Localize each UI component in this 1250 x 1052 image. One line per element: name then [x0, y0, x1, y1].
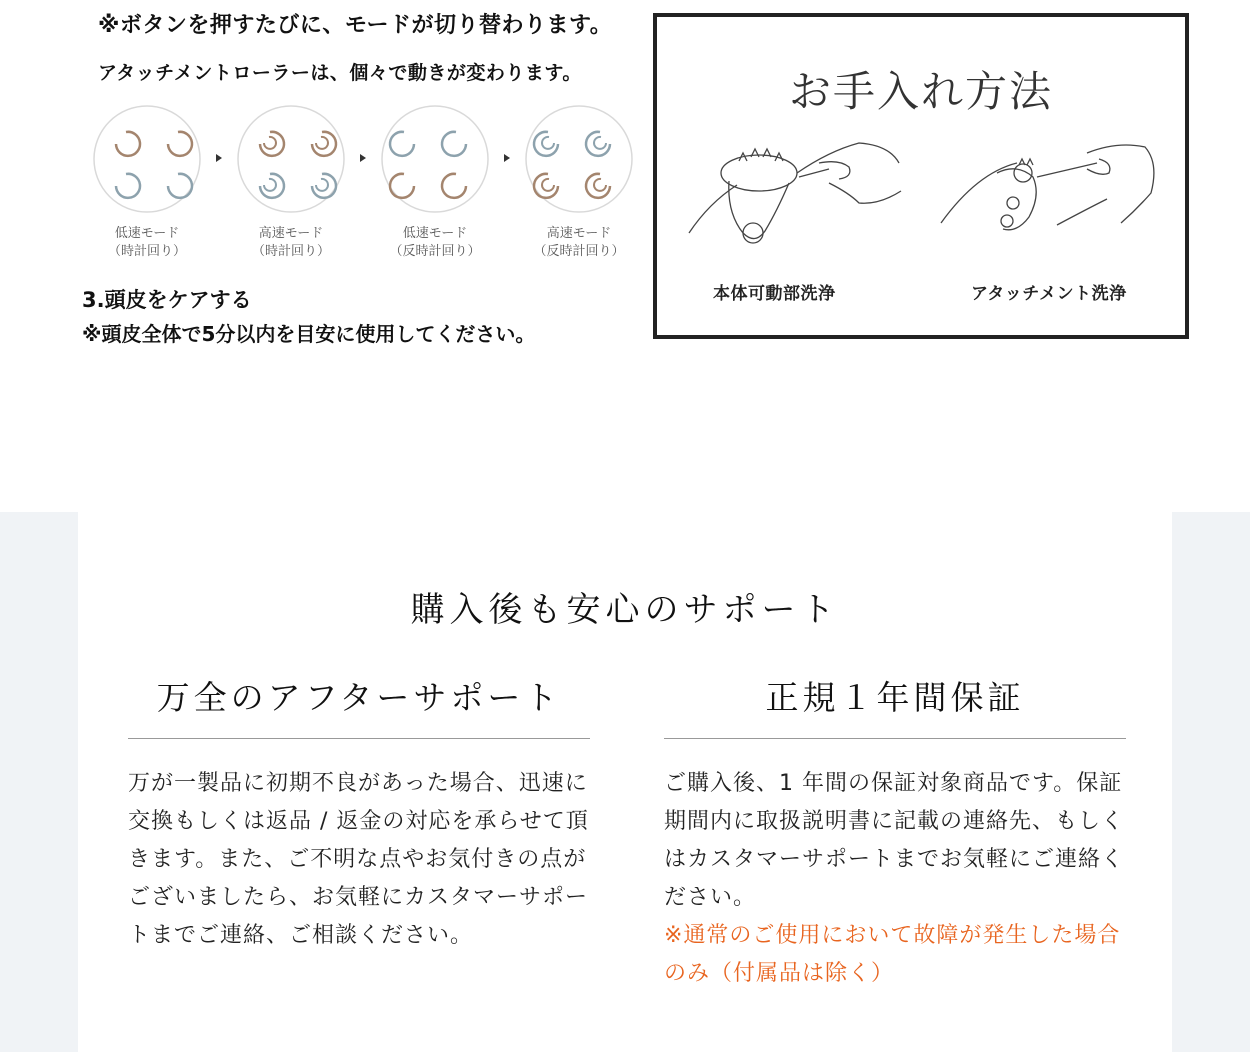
mode-label: 高速モード [546, 226, 612, 241]
care-title: お手入れ方法 [788, 67, 1053, 116]
roller-disc-icon [236, 104, 346, 214]
warranty-heading: 正規１年間保証 [765, 678, 1025, 717]
after-support-heading: 万全のアフターサポート [156, 678, 562, 717]
support-section [78, 512, 1172, 1052]
warranty-note: ※通常のご使用において故障が発生した場合のみ（付属品は除く） [664, 923, 1121, 986]
care-instructions-box [653, 13, 1189, 339]
care-label-body: 本体可動部洗浄 [713, 284, 836, 304]
step-3-note: ※頭皮全体で5分以内を目安に使用してください。 [82, 322, 536, 346]
attachment-cleaning-illustration-icon [937, 133, 1163, 263]
heading-divider [664, 738, 1126, 739]
step-3-heading: 3.頭皮をケアする [82, 288, 252, 312]
body-cleaning-illustration-icon [679, 133, 909, 263]
arrow-right-icon [502, 152, 512, 164]
mode-label: 低速モード [402, 226, 468, 241]
mode-sublabel: （時計回り） [107, 244, 186, 259]
mode-switch-note: ※ボタンを押すたびに、モードが切り替わります。 [98, 13, 613, 38]
mode-sublabel: （反時計回り） [389, 244, 481, 259]
support-title: 購入後も安心のサポート [410, 590, 840, 630]
mode-sublabel: （時計回り） [251, 244, 330, 259]
warranty-column [664, 672, 1126, 993]
usage-section [0, 0, 1250, 512]
care-label-attachment: アタッチメント洗浄 [971, 284, 1127, 304]
warranty-body: ご購入後、1 年間の保証対象商品です。保証期間内に取扱説明書に記載の連絡先、もしくはカスタマーサポートまでお気軽にご連絡ください。 [664, 771, 1125, 910]
heading-divider [128, 738, 590, 739]
mode-label: 高速モード [258, 226, 324, 241]
mode-label: 低速モード [114, 226, 180, 241]
after-support-body: 万が一製品に初期不良があった場合、迅速に交換もしくは返品 / 返金の対応を承らせて頂きます。また、ご不明な点やお気付きの点がございましたら、お気軽にカスタマーサポートまでご連絡、ご相談ください。 [128, 771, 589, 948]
arrow-right-icon [358, 152, 368, 164]
roller-disc-icon [380, 104, 490, 214]
roller-note: アタッチメントローラーは、個々で動きが変わります。 [98, 62, 582, 84]
roller-disc-icon [92, 104, 202, 214]
after-support-column [128, 672, 590, 955]
mode-diagram [88, 104, 648, 274]
mode-sublabel: （反時計回り） [533, 244, 625, 259]
arrow-right-icon [214, 152, 224, 164]
roller-disc-icon [524, 104, 634, 214]
